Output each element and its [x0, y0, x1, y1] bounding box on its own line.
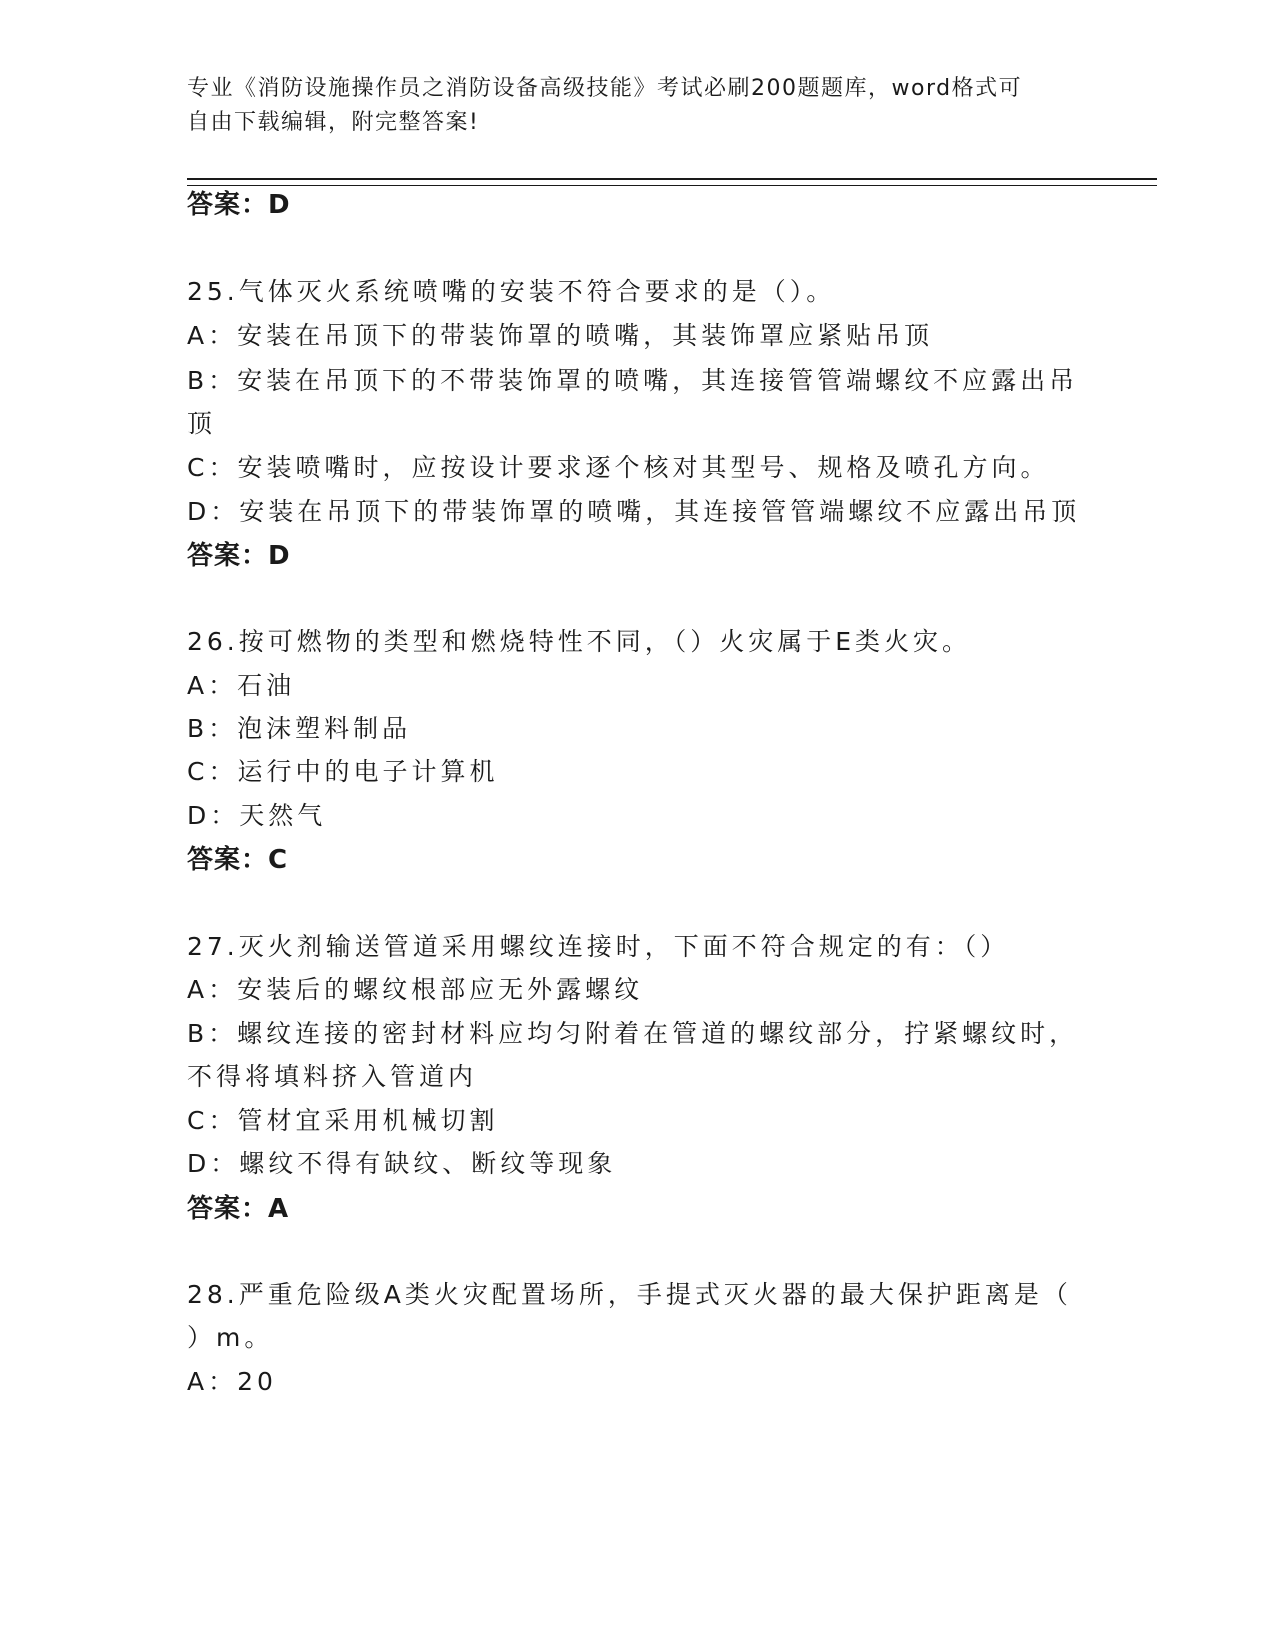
question-25-option-a: A：安装在吊顶下的带装饰罩的喷嘴，其装饰罩应紧贴吊顶	[187, 321, 934, 350]
document-header	[187, 72, 1067, 140]
question-26-option-a: A：石油	[187, 671, 296, 700]
question-27-option-b-line2: 不得将填料挤入管道内	[187, 1062, 478, 1091]
question-27-stem: 27.灭火剂输送管道采用螺纹连接时，下面不符合规定的有：（）	[187, 932, 1010, 961]
header-line-2: 自由下载编辑，附完整答案!	[187, 110, 480, 135]
answer-26: 答案：C	[187, 845, 289, 875]
question-25-stem: 25.气体灭火系统喷嘴的安装不符合要求的是（）。	[187, 277, 836, 306]
question-28-option-a: A：20	[187, 1367, 277, 1396]
header-line-1: 专业《消防设施操作员之消防设备高级技能》考试必刷200题题库，word格式可	[187, 76, 1023, 101]
question-27-option-a: A：安装后的螺纹根部应无外露螺纹	[187, 975, 644, 1004]
answer-24: 答案：D	[187, 190, 291, 220]
question-25-option-b-line1: B：安装在吊顶下的不带装饰罩的喷嘴，其连接管管端螺纹不应露出吊	[187, 366, 1079, 395]
question-26-option-b: B：泡沫塑料制品	[187, 714, 412, 743]
question-27-option-b-line1: B：螺纹连接的密封材料应均匀附着在管道的螺纹部分，拧紧螺纹时，	[187, 1019, 1079, 1048]
question-28-stem-line2: ）m。	[187, 1323, 274, 1352]
header-divider	[187, 178, 1157, 186]
question-28-stem-line1: 28.严重危险级A类火灾配置场所，手提式灭火器的最大保护距离是（	[187, 1280, 1072, 1309]
question-25-option-d: D：安装在吊顶下的带装饰罩的喷嘴，其连接管管端螺纹不应露出吊顶	[187, 497, 1081, 526]
question-26-option-d: D：天然气	[187, 801, 327, 830]
question-27-option-d: D：螺纹不得有缺纹、断纹等现象	[187, 1149, 617, 1178]
question-26-option-c: C：运行中的电子计算机	[187, 757, 499, 786]
question-25-option-c: C：安装喷嘴时，应按设计要求逐个核对其型号、规格及喷孔方向。	[187, 453, 1050, 482]
answer-27: 答案：A	[187, 1194, 290, 1224]
question-26-stem: 26.按可燃物的类型和燃烧特性不同，（）火灾属于E类火灾。	[187, 627, 972, 656]
answer-25: 答案：D	[187, 541, 291, 571]
question-25-option-b-line2: 顶	[187, 409, 217, 438]
question-27-option-c: C：管材宜采用机械切割	[187, 1106, 499, 1135]
